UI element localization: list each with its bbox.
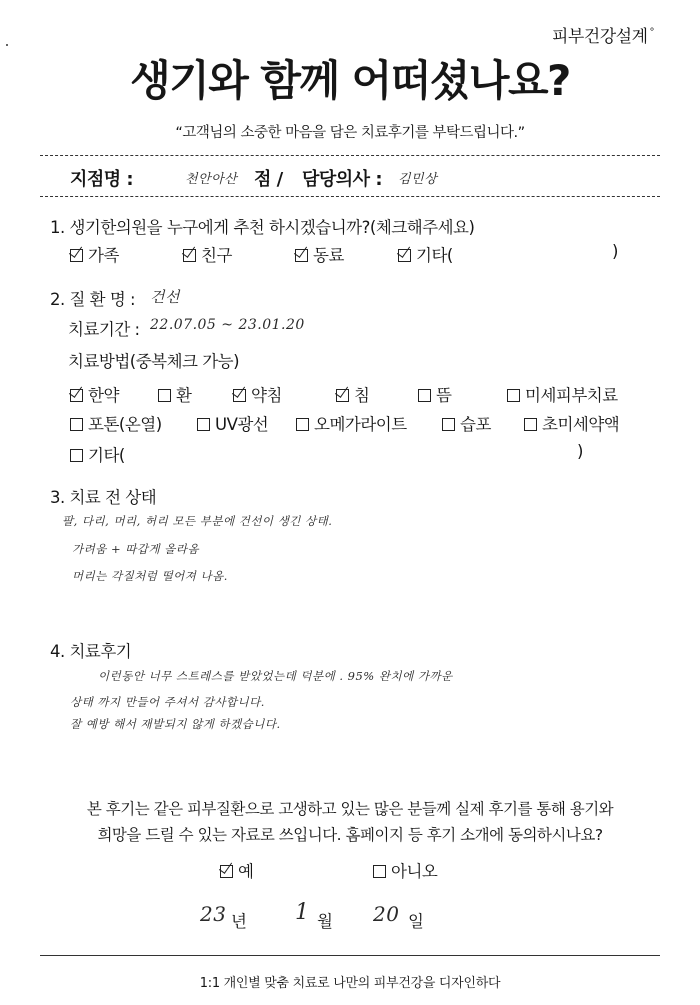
- q3-line-3: 머리는 각질처럼 떨어져 나옴.: [72, 569, 228, 583]
- checkbox-icon: [296, 418, 309, 431]
- scan-speck: [6, 44, 8, 46]
- date-month-label: 월: [317, 912, 333, 931]
- method-micro-solution[interactable]: 초미세약액: [524, 411, 619, 435]
- checkbox-icon: [295, 249, 308, 262]
- method-pill[interactable]: 환: [158, 382, 191, 406]
- consent-line-1: 본 후기는 같은 피부질환으로 고생하고 있는 많은 분들께 실제 후기를 통해 용기와: [86, 800, 614, 818]
- q1-close-paren: ): [612, 242, 619, 261]
- period-value: 22.07.05 ~ 23.01.20: [150, 317, 305, 333]
- method-compress[interactable]: 습포: [442, 411, 491, 435]
- checkbox-icon: [398, 249, 411, 262]
- checkbox-icon: [373, 865, 386, 878]
- method-label: 치료방법(중복체크 가능): [68, 352, 240, 371]
- method-herbal[interactable]: 한약: [70, 382, 119, 406]
- checkbox-icon: [183, 249, 196, 262]
- method-micro-skin[interactable]: 미세피부치료: [507, 382, 618, 406]
- checkbox-icon: [70, 449, 83, 462]
- checkbox-icon: [233, 389, 246, 402]
- q2-label: 2. 질 환 명 :: [50, 290, 136, 309]
- checkbox-icon: [70, 249, 83, 262]
- q3-line-1: 팔, 다리, 머리, 허리 모든 부분에 건선이 생긴 상태.: [62, 514, 333, 528]
- method-moxibustion[interactable]: 뜸: [418, 382, 451, 406]
- q1-option-colleague[interactable]: 동료: [295, 242, 344, 266]
- page-subtitle: “고객님의 소중한 마음을 담은 치료후기를 부탁드립니다.”: [175, 125, 525, 141]
- q4-line-3: 잘 예방 해서 재발되지 않게 하겠습니다.: [70, 717, 281, 731]
- checkbox-icon: [197, 418, 210, 431]
- method-acupuncture[interactable]: 침: [336, 382, 369, 406]
- q4-line-1: 이런동안 너무 스트레스를 받았었는데 덕분에 . 95% 완치에 가까운: [98, 669, 453, 683]
- checkbox-icon: [418, 389, 431, 402]
- method-close-paren: ): [577, 442, 584, 461]
- branch-suffix: 점 /: [254, 169, 283, 190]
- checkbox-icon: [524, 418, 537, 431]
- checkbox-icon: [70, 389, 83, 402]
- q4-line-2: 상태 까지 만들어 주셔서 감사합니다.: [70, 695, 265, 709]
- page-title: 생기와 함께 어떠셨나요?: [130, 56, 570, 105]
- date-month: 1: [295, 900, 310, 925]
- method-uv[interactable]: UV광선: [197, 411, 268, 435]
- period-label: 치료기간 :: [68, 320, 140, 339]
- divider-top: [40, 155, 660, 156]
- method-omega-light[interactable]: 오메가라이트: [296, 411, 407, 435]
- checkbox-icon: [220, 865, 233, 878]
- consent-no[interactable]: 아니오: [373, 858, 437, 882]
- branch-value: 천안아산: [185, 172, 238, 187]
- date-day-label: 일: [408, 912, 424, 931]
- checkbox-icon: [336, 389, 349, 402]
- checkbox-icon: [158, 389, 171, 402]
- q2-value: 건선: [150, 288, 180, 306]
- checkbox-icon: [507, 389, 520, 402]
- q4-label: 4. 치료후기: [50, 642, 132, 661]
- doctor-label: 담당의사 :: [302, 169, 383, 190]
- doctor-value: 김민상: [398, 172, 438, 187]
- checkbox-icon: [442, 418, 455, 431]
- consent-yes[interactable]: 예: [220, 858, 253, 882]
- method-other[interactable]: 기타(: [70, 442, 125, 466]
- method-pharmacopuncture[interactable]: 약침: [233, 382, 282, 406]
- q3-label: 3. 치료 전 상태: [50, 488, 157, 507]
- q1-option-other[interactable]: 기타(: [398, 242, 453, 266]
- date-year: 23: [200, 902, 227, 926]
- brand-logo: 피부건강설계 °: [551, 27, 654, 47]
- method-photon[interactable]: 포톤(온열): [70, 411, 162, 435]
- consent-line-2: 희망을 드릴 수 있는 자료로 쓰입니다. 홈페이지 등 후기 소개에 동의하시나요?: [97, 826, 603, 844]
- q1-question: 1. 생기한의원을 누구에게 추천 하시겠습니까?(체크해주세요): [50, 218, 475, 237]
- branch-label: 지점명 :: [70, 169, 134, 190]
- checkbox-icon: [70, 418, 83, 431]
- footer-slogan: 1:1 개인별 맞춤 치료로 나만의 피부건강을 디자인하다: [199, 976, 501, 991]
- date-day: 20: [373, 902, 400, 926]
- divider-bottom: [40, 955, 660, 956]
- q1-option-family[interactable]: 가족: [70, 242, 119, 266]
- q3-line-2: 가려움 + 따갑게 올라옴: [72, 542, 200, 556]
- divider-branch: [40, 196, 660, 197]
- date-year-label: 년: [231, 912, 247, 931]
- q1-option-friend[interactable]: 친구: [183, 242, 232, 266]
